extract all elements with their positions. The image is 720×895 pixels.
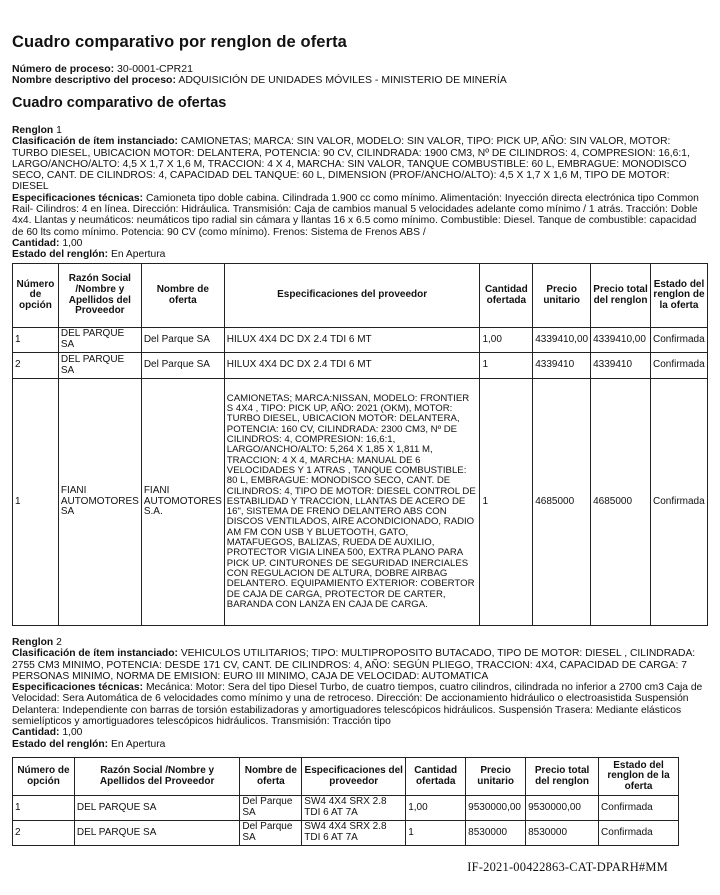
renglon-2-especificaciones-label: Especificaciones técnicas: (12, 682, 144, 694)
table-cell: Confirmada (650, 379, 707, 626)
table-cell: 9530000,00 (526, 796, 599, 821)
column-header: Número de opción (13, 264, 59, 328)
renglon-2-estado-label: Estado del renglón: (12, 738, 109, 750)
table-cell: 9530000,00 (466, 796, 526, 821)
process-name-label: Nombre descriptivo del proceso: (12, 74, 176, 86)
renglon-2-clasificacion-value: VEHICULOS UTILITARIOS; TIPO: MULTIPROPOSITO BUTACADO, TIPO DE MOTOR: DIESEL , CILINDRADA: 2755 CM3 MINIMO, POTENCIA: DESDE 171 CV, CANT. DE CILINDROS: 4, AÑO: SEGÚN PLIEGO, TRACCION: 4X4, CAPACIDAD DE CARGA: 7 PERSONAS MINIMO, NORMA DE EMISION: EURO III MINIMO, CAJA DE VELOCIDAD: AUTOMATICA (12, 648, 696, 682)
table-row (13, 379, 708, 626)
renglon-1-estado (12, 249, 708, 260)
renglon-1-cantidad-value: 1,00 (62, 237, 83, 249)
table-cell: 4339410 (591, 353, 651, 379)
column-header: Precio total del renglon (591, 264, 651, 328)
table-cell: 8530000 (526, 821, 599, 846)
renglon-1-heading (12, 125, 708, 136)
renglon-1-estado-value: En Apertura (111, 249, 166, 261)
column-header: Cantidad ofertada (480, 264, 533, 328)
column-header: Razón Social /Nombre y Apellidos del Proveedor (74, 758, 239, 796)
renglon-2-especificaciones (12, 682, 708, 727)
renglon-2-table (12, 757, 679, 846)
renglon-1-estado-label: Estado del renglón: (12, 249, 109, 261)
table-cell: 4685000 (533, 379, 591, 626)
table-row (13, 796, 679, 821)
renglon-1-clasificacion-value: CAMIONETAS; MARCA: SIN VALOR, MODELO: SIN VALOR, TIPO: PICK UP, AÑO: SIN VALOR, MOTOR: TURBO DIESEL, UBICACION MOTOR: DELANTERA, POTENCIA: 90 CV, CILINDRADA: 1900 CM3, Nº DE CILINDROS: 4, COMPRESION: 16,6:1, LARGO/ANCHO/ALTO: 4,5 X 1,7 X 1,6 M, TRACCION: 4 X 4, MARCHA: SIN VALOR, TANQUE COMBUSTIBLE: 60 L, EMBRAGUE: MONODISCO SECO, CANT. DE CILINDROS: 4, CAPACIDAD DEL TANQUE: 60 L, DIMENSION (PROF/ANCHO/ALTO): 4,5 X 1,7 X 1,6 M, TIPO DE MOTOR: DIESEL (12, 136, 690, 193)
renglon-1-cantidad (12, 238, 708, 249)
renglon-1-especificaciones (12, 193, 708, 238)
renglon-2-heading-label: Renglon (12, 637, 54, 648)
renglon-1-heading-num: 1 (56, 125, 62, 136)
process-number-label: Número de proceso: (12, 63, 115, 75)
renglon-2-clasificacion-label: Clasificación de ítem instanciado: (12, 648, 178, 660)
column-header: Especificaciones del proveedor (224, 264, 480, 328)
table-cell: 4685000 (591, 379, 651, 626)
renglon-2-clasificacion (12, 648, 708, 682)
renglon-1-especificaciones-label: Especificaciones técnicas: (12, 192, 144, 204)
column-header: Nombre de oferta (141, 264, 224, 328)
renglon-2-especificaciones-value: Mecánica: Motor: Sera del tipo Diesel Turbo, de cuatro tiempos, cuatro cilindros, cilindrada no inferior a 2700 cm3 Caja de Velocidad: Sera Automática de 6 velocidades como mínimo y una de retroceso. Dirección: De accionamiento hidráulico o electroasistida Suspensión Delantera: Independiente con barras de torsión estabilizadoras y amortiguadores telescópicos hidráulicos. Suspensión Trasera: Mediante elásticos semielípticos y amortiguadores telescópicos hidráulicos. Transmisión: Tracción tipo (12, 682, 703, 728)
column-header: Razón Social /Nombre y Apellidos del Proveedor (58, 264, 141, 328)
renglon-1-table (12, 263, 708, 626)
renglon-1-description (12, 125, 708, 261)
renglon-1-especificaciones-value: Camioneta tipo doble cabina. Cilindrada 1.900 cc como mínimo. Alimentación: Inyección directa electrónica tipo Common Rail- Cilindros: 4 en línea. Dirección: Hidráulica. Transmisión: Caja de cambios manual 5 velocidades adelante como mínimo / 1 atrás. Tracción: Doble 4x4. Llantas y neumáticos: neumáticos tipo radial sin cámara y llantas 16 x 6.5 como mínimo. Combustible: Diesel. Tanque de combustible: capacidad de 60 lts como mínimo. Potencia: 90 CV (como mínimo). Frenos: Sistema de Frenos ABS / (12, 192, 699, 238)
table-cell: 4339410,00 (533, 328, 591, 353)
column-header: Precio unitario (466, 758, 526, 796)
table-cell: DEL PARQUE SA (58, 353, 141, 379)
table-cell: Del Parque SA (240, 796, 302, 821)
table-cell: 1 (13, 328, 59, 353)
column-header: Estado del renglon de la oferta (650, 264, 707, 328)
table-cell: 1 (13, 796, 75, 821)
renglon-2-heading (12, 637, 708, 648)
table-cell: DEL PARQUE SA (74, 796, 239, 821)
table-cell: 2 (13, 353, 59, 379)
table-cell: FIANI AUTOMOTORES S.A. (141, 379, 224, 626)
table-cell: SW4 4X4 SRX 2.8 TDI 6 AT 7A (302, 796, 406, 821)
page-title: Cuadro comparativo por renglon de oferta (12, 33, 347, 51)
table-row (13, 328, 708, 353)
column-header: Número de opción (13, 758, 75, 796)
column-header: Nombre de oferta (240, 758, 302, 796)
table-cell: CAMIONETAS; MARCA:NISSAN, MODELO: FRONTIER S 4X4 , TIPO: PICK UP, AÑO: 2021 (OKM), MOTOR: TURBO DIESEL, UBICACION MOTOR: DELANTERA, POTENCIA: 160 CV, CILINDRADA: 2300 CM3, Nº DE CILINDROS: 4, COMPRESION: 16,6:1, LARGO/ANCHO/ALTO: 5,264 X 1,85 X 1,811 M, TRACCION: 4 X 4, MARCHA: MANUAL DE 6 VELOCIDADES Y 1 ATRAS , TANQUE COMBUSTIBLE: 80 L, EMBRAGUE: MONODISCO SECO, CANT. DE CILINDROS: 4, TIPO DE MOTOR: DIESEL CONTROL DE ESTABILIDAD Y TRACCION, LLANTAS DE ACERO DE 16", SISTEMA DE FRENO DELANTERO ABS CON DISCOS VENTILADOS, AIRE ACONDICIONADO, RADIO AM FM CON USB Y BLUETOOTH, GATO, MATAFUEGOS, BALIZAS, RUEDA DE AUXILIO, PROTECTOR VIGIA LINEA 500, EXTRA PLANO PARA PICK UP. CINTURONES DE SEGURIDAD INERCIALES CON REGULACION DE ALTURA, DOBRE AIRBAG DELANTERO. EQUIPAMIENTO EXTERIOR: COBERTOR DE CAJA DE CARGA, PROTECTOR DE CARTER, BARANDA CON LANZA EN CAJA DE CARGA. (224, 379, 480, 626)
table-cell: 1,00 (480, 328, 533, 353)
process-name-line (12, 74, 507, 86)
table-cell: 4339410,00 (591, 328, 651, 353)
table-cell: 1,00 (406, 796, 466, 821)
table-cell: Del Parque SA (141, 328, 224, 353)
renglon-1-clasificacion (12, 136, 708, 192)
table-cell: SW4 4X4 SRX 2.8 TDI 6 AT 7A (302, 821, 406, 846)
table-cell: Del Parque SA (141, 353, 224, 379)
renglon-1-heading-label: Renglon (12, 125, 54, 136)
table-cell: Confirmada (599, 821, 679, 846)
table-cell: DEL PARQUE SA (74, 821, 239, 846)
table-row (13, 353, 708, 379)
column-header: Especificaciones del proveedor (302, 758, 406, 796)
process-number-value: 30-0001-CPR21 (117, 63, 193, 75)
renglon-2-cantidad (12, 727, 708, 738)
column-header: Precio total del renglon (526, 758, 599, 796)
renglon-2-cantidad-value: 1,00 (62, 727, 83, 739)
table-cell: 1 (13, 379, 59, 626)
table-cell: DEL PARQUE SA (58, 328, 141, 353)
table-cell: HILUX 4X4 DC DX 2.4 TDI 6 MT (224, 353, 480, 379)
table-cell: 8530000 (466, 821, 526, 846)
table-cell: 1 (406, 821, 466, 846)
section-title: Cuadro comparativo de ofertas (12, 95, 227, 111)
table-header-row (13, 758, 679, 796)
process-name-value: ADQUISICIÓN DE UNIDADES MÓVILES - MINISTERIO DE MINERÍA (178, 74, 507, 86)
table-cell: HILUX 4X4 DC DX 2.4 TDI 6 MT (224, 328, 480, 353)
renglon-2-cantidad-label: Cantidad: (12, 727, 60, 739)
table-cell: 1 (480, 379, 533, 626)
renglon-2-estado (12, 739, 708, 750)
table-cell: Confirmada (599, 796, 679, 821)
table-cell: Confirmada (650, 353, 707, 379)
table-cell: FIANI AUTOMOTORES SA (58, 379, 141, 626)
renglon-1-clasificacion-label: Clasificación de ítem instanciado: (12, 136, 178, 148)
renglon-2-estado-value: En Apertura (111, 738, 166, 750)
table-cell: 4339410 (533, 353, 591, 379)
renglon-2-description (12, 637, 708, 750)
document-footer-id: IF-2021-00422863-CAT-DPARH#MM (467, 860, 668, 874)
column-header: Precio unitario (533, 264, 591, 328)
table-cell: 2 (13, 821, 75, 846)
column-header: Estado del renglon de la oferta (599, 758, 679, 796)
renglon-1-cantidad-label: Cantidad: (12, 237, 60, 249)
renglon-2-heading-num: 2 (56, 637, 62, 648)
table-cell: 1 (480, 353, 533, 379)
table-row (13, 821, 679, 846)
table-header-row (13, 264, 708, 328)
table-cell: Del Parque SA (240, 821, 302, 846)
table-cell: Confirmada (650, 328, 707, 353)
column-header: Cantidad ofertada (406, 758, 466, 796)
